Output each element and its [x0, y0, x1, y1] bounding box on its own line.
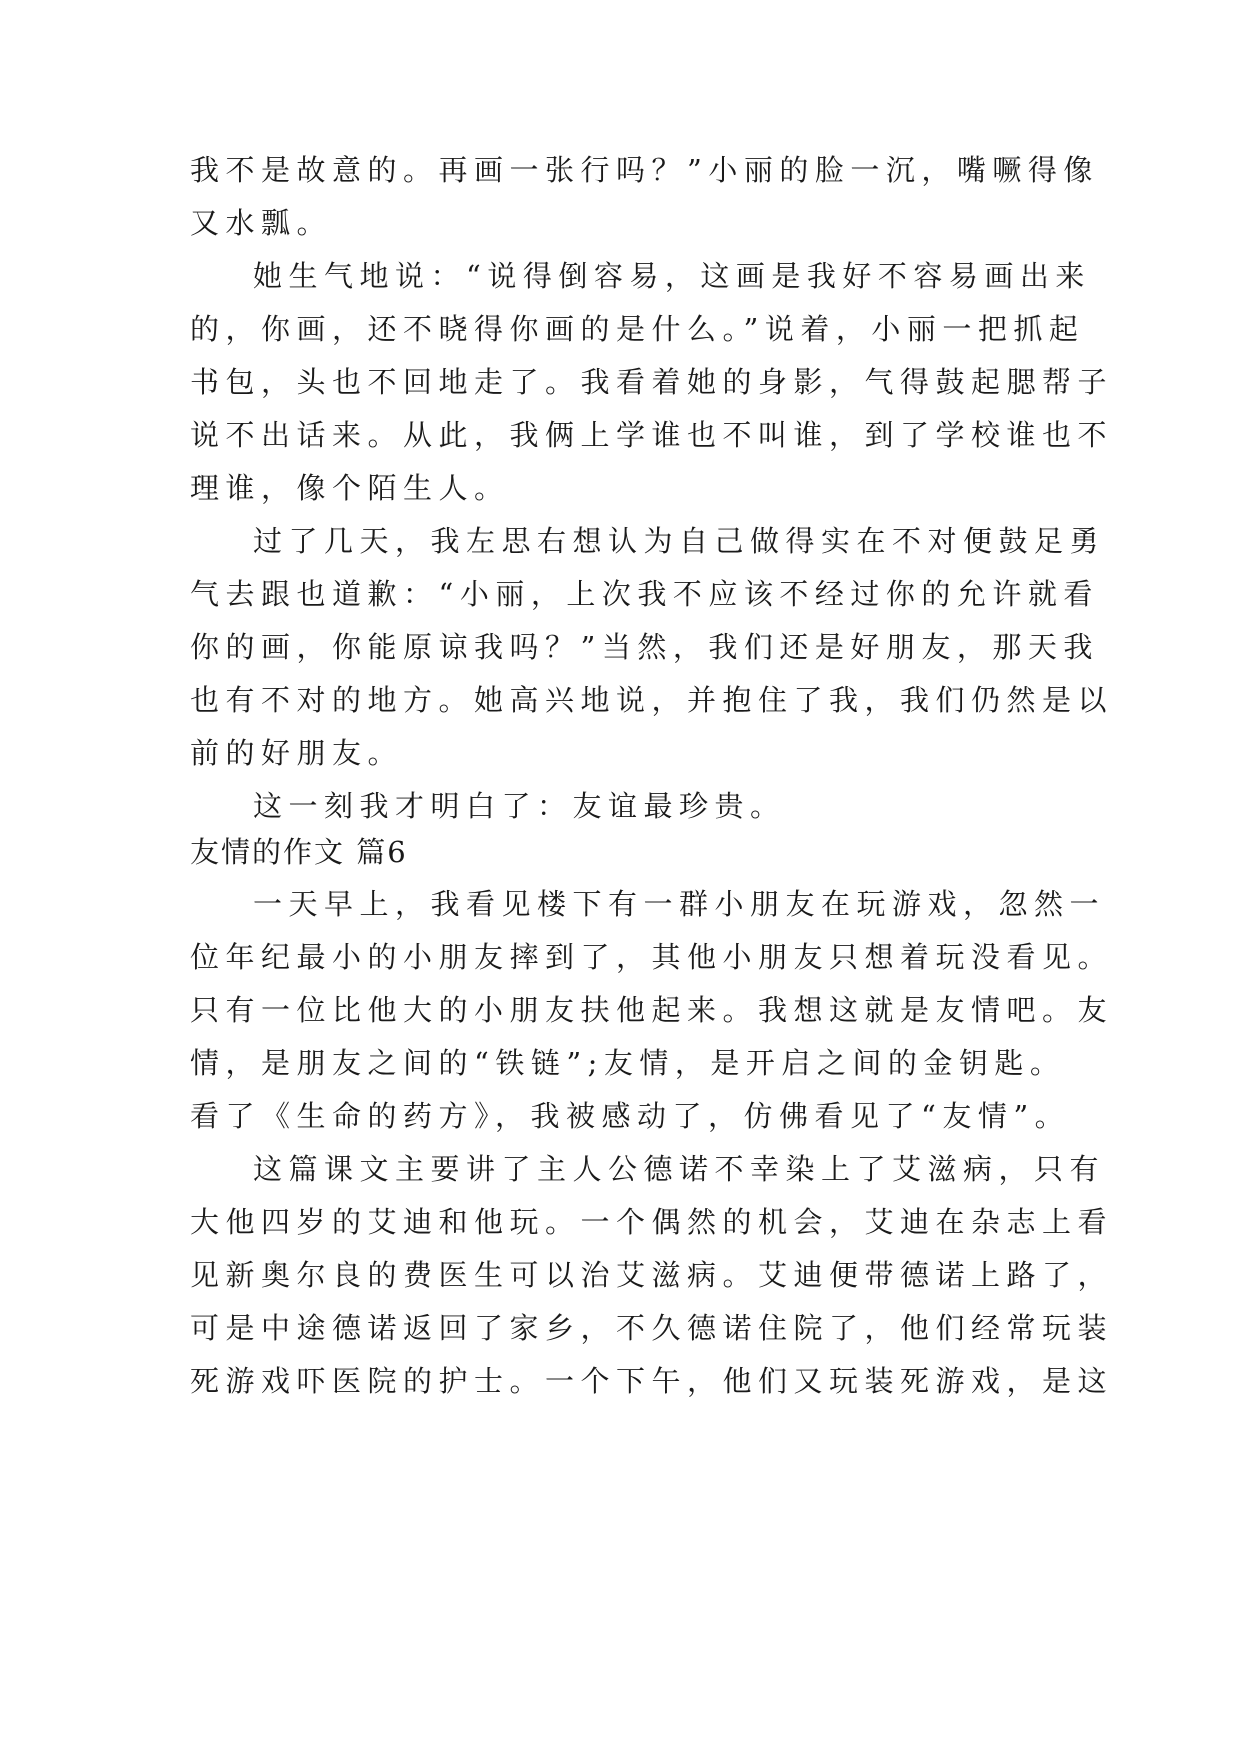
text-line: 你的画，你能原谅我吗？”当然，我们还是好朋友，那天我 — [190, 630, 1099, 664]
text-line: 说不出话来。从此，我俩上学谁也不叫谁，到了学校谁也不 — [190, 418, 1114, 452]
text-line: 前的好朋友。 — [190, 736, 404, 770]
text-line: 只有一位比他大的小朋友扶他起来。我想这就是友情吧。友 — [190, 993, 1114, 1027]
text-line: 情，是朋友之间的“铁链”;友情，是开启之间的金钥匙。 — [190, 1046, 1066, 1080]
text-line: 我不是故意的。再画一张行吗？”小丽的脸一沉，嘴噘得像 — [190, 153, 1099, 187]
text-line: 的，你画，还不晓得你画的是什么。”说着，小丽一把抓起 — [190, 312, 1085, 346]
text-line: 又水瓢。 — [190, 206, 333, 240]
text-line: 理谁，像个陌生人。 — [190, 471, 510, 505]
text-line: 她生气地说：“说得倒容易，这画是我好不容易画出来 — [253, 259, 1091, 293]
text-line: 见新奥尔良的费医生可以治艾滋病。艾迪便带德诺上路了， — [190, 1258, 1114, 1292]
text-line: 也有不对的地方。她高兴地说，并抱住了我，我们仍然是以 — [190, 683, 1114, 717]
text-line: 这篇课文主要讲了主人公德诺不幸染上了艾滋病，只有 — [253, 1152, 1106, 1186]
text-line: 过了几天，我左思右想认为自己做得实在不对便鼓足勇 — [253, 524, 1106, 558]
text-line: 大他四岁的艾迪和他玩。一个偶然的机会，艾迪在杂志上看 — [190, 1205, 1114, 1239]
text-line: 气去跟也道歉：“小丽，上次我不应该不经过你的允许就看 — [190, 577, 1099, 611]
text-line: 这一刻我才明白了：友谊最珍贵。 — [253, 789, 786, 823]
text-line: 书包，头也不回地走了。我看着她的身影，气得鼓起腮帮子 — [190, 365, 1114, 399]
section-heading: 友情的作文 篇6 — [190, 835, 408, 869]
text-line: 看了《生命的药方》，我被感动了，仿佛看见了“友情”。 — [190, 1099, 1071, 1133]
text-line: 可是中途德诺返回了家乡，不久德诺住院了，他们经常玩装 — [190, 1311, 1114, 1345]
text-line: 一天早上，我看见楼下有一群小朋友在玩游戏，忽然一 — [253, 887, 1106, 921]
text-line: 位年纪最小的小朋友摔到了，其他小朋友只想着玩没看见。 — [190, 940, 1114, 974]
text-line: 死游戏吓医院的护士。一个下午，他们又玩装死游戏，是这 — [190, 1364, 1114, 1398]
